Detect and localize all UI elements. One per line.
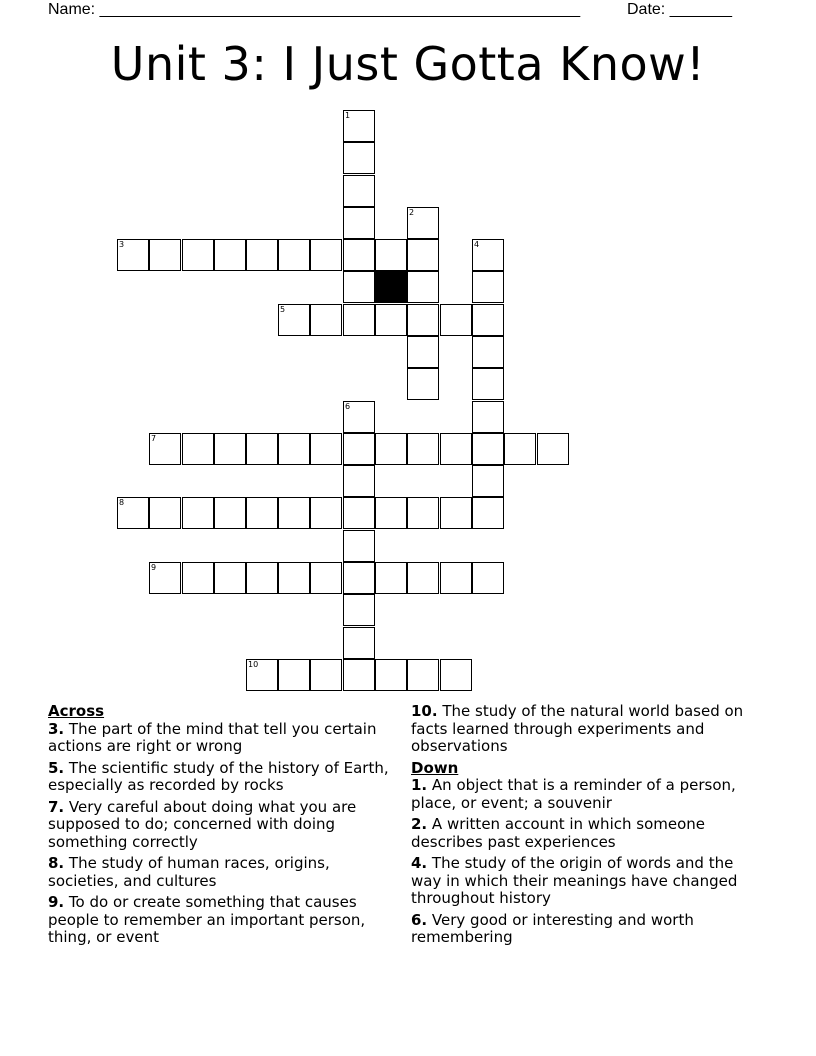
- crossword-cell[interactable]: [407, 433, 439, 465]
- clue-number: 9: [151, 563, 157, 572]
- across-heading: Across: [48, 702, 105, 720]
- crossword-cell-3[interactable]: [117, 239, 149, 271]
- crossword-cell[interactable]: [375, 497, 407, 529]
- crossword-cell[interactable]: [310, 659, 342, 691]
- crossword-cell[interactable]: [343, 142, 375, 174]
- clue-number: 3: [119, 240, 125, 249]
- crossword-cell[interactable]: [343, 304, 375, 336]
- crossword-cell[interactable]: [310, 433, 342, 465]
- crossword-cell[interactable]: [407, 239, 439, 271]
- crossword-cell-2[interactable]: [407, 207, 439, 239]
- crossword-cell[interactable]: [182, 562, 214, 594]
- crossword-cell[interactable]: [343, 239, 375, 271]
- crossword-cell[interactable]: [343, 175, 375, 207]
- down-clue-1: 1. An object that is a reminder of a person, place, or event; a souvenir: [411, 776, 736, 812]
- crossword-cell[interactable]: [343, 433, 375, 465]
- crossword-cell[interactable]: [343, 497, 375, 529]
- crossword-cell[interactable]: [472, 401, 504, 433]
- across-clue-10: 10. The study of the natural world based on facts learned through experiments and observations: [411, 702, 744, 755]
- crossword-cell[interactable]: [278, 433, 310, 465]
- crossword-cell[interactable]: [214, 497, 246, 529]
- crossword-cell[interactable]: [440, 304, 472, 336]
- clue-number: 7: [151, 434, 157, 443]
- crossword-black-cell: [375, 271, 407, 303]
- crossword-cell[interactable]: [343, 627, 375, 659]
- crossword-cell[interactable]: [407, 336, 439, 368]
- down-heading: Down: [411, 758, 459, 777]
- crossword-cell[interactable]: [278, 497, 310, 529]
- crossword-cell[interactable]: [310, 239, 342, 271]
- crossword-cell[interactable]: [472, 304, 504, 336]
- crossword-cell[interactable]: [310, 304, 342, 336]
- crossword-cell[interactable]: [407, 271, 439, 303]
- crossword-cell[interactable]: [214, 239, 246, 271]
- across-clue-9: 9. To do or create something that causes people to remember an important person, thing, or event: [48, 893, 366, 946]
- crossword-cell[interactable]: [440, 433, 472, 465]
- crossword-cell[interactable]: [343, 562, 375, 594]
- crossword-cell-7[interactable]: [149, 433, 181, 465]
- crossword-cell[interactable]: [246, 497, 278, 529]
- name-field-label: Name: ______________________________________________________: [48, 1, 581, 18]
- crossword-cell[interactable]: [182, 433, 214, 465]
- crossword-cell[interactable]: [343, 465, 375, 497]
- clue-number: 2: [409, 208, 415, 217]
- crossword-cell[interactable]: [440, 497, 472, 529]
- crossword-cell[interactable]: [472, 497, 504, 529]
- clues-column-left: [48, 703, 393, 951]
- crossword-cell[interactable]: [343, 594, 375, 626]
- crossword-cell[interactable]: [472, 271, 504, 303]
- crossword-cell-5[interactable]: [278, 304, 310, 336]
- down-clue-4: 4. The study of the origin of words and the way in which their meanings have changed throughout history: [411, 854, 738, 907]
- crossword-cell[interactable]: [472, 368, 504, 400]
- crossword-cell[interactable]: [407, 497, 439, 529]
- across-clue-8: 8. The study of human races, origins, societies, and cultures: [48, 854, 330, 890]
- page-title: Unit 3: I Just Gotta Know!: [110, 37, 706, 91]
- across-clue-5: 5. The scientific study of the history of Earth, especially as recorded by rocks: [48, 758, 389, 794]
- crossword-cell-1[interactable]: [343, 110, 375, 142]
- crossword-cell[interactable]: [278, 562, 310, 594]
- crossword-cell[interactable]: [343, 659, 375, 691]
- crossword-cell[interactable]: [440, 562, 472, 594]
- crossword-cell[interactable]: [472, 465, 504, 497]
- crossword-cell[interactable]: [278, 239, 310, 271]
- crossword-cell[interactable]: [246, 562, 278, 594]
- crossword-cell[interactable]: [149, 239, 181, 271]
- crossword-cell[interactable]: [472, 336, 504, 368]
- crossword-cell[interactable]: [375, 562, 407, 594]
- crossword-cell[interactable]: [407, 368, 439, 400]
- crossword-cell-10[interactable]: [246, 659, 278, 691]
- crossword-cell[interactable]: [375, 239, 407, 271]
- crossword-cell-9[interactable]: [149, 562, 181, 594]
- down-clue-2: 2. A written account in which someone describes past experiences: [411, 815, 705, 851]
- crossword-cell[interactable]: [407, 659, 439, 691]
- crossword-cell[interactable]: [246, 239, 278, 271]
- clues-column-right: [411, 703, 761, 951]
- crossword-cell[interactable]: [375, 433, 407, 465]
- crossword-cell[interactable]: [343, 271, 375, 303]
- crossword-cell[interactable]: [440, 659, 472, 691]
- crossword-cell[interactable]: [278, 659, 310, 691]
- crossword-cell[interactable]: [343, 207, 375, 239]
- crossword-cell[interactable]: [407, 562, 439, 594]
- crossword-cell[interactable]: [472, 433, 504, 465]
- crossword-cell[interactable]: [375, 659, 407, 691]
- crossword-cell[interactable]: [214, 562, 246, 594]
- crossword-cell-8[interactable]: [117, 497, 149, 529]
- crossword-cell[interactable]: [537, 433, 569, 465]
- clue-number: 5: [280, 305, 286, 314]
- across-clue-7: 7. Very careful about doing what you are supposed to do; concerned with doing something correctly: [48, 797, 357, 851]
- crossword-cell[interactable]: [343, 530, 375, 562]
- crossword-cell[interactable]: [182, 497, 214, 529]
- crossword-cell[interactable]: [214, 433, 246, 465]
- crossword-cell[interactable]: [310, 497, 342, 529]
- clue-number: 4: [474, 240, 480, 249]
- down-clue-6: 6. Very good or interesting and worth remembering: [411, 910, 694, 946]
- crossword-cell[interactable]: [310, 562, 342, 594]
- crossword-cell[interactable]: [472, 562, 504, 594]
- crossword-cell[interactable]: [407, 304, 439, 336]
- across-clue-3: 3. The part of the mind that tell you certain actions are right or wrong: [48, 719, 377, 755]
- clue-number: 8: [119, 498, 125, 507]
- clue-number: 1: [345, 111, 351, 120]
- clue-number: 6: [345, 402, 351, 411]
- crossword-cell[interactable]: [149, 497, 181, 529]
- crossword-cell-4[interactable]: [472, 239, 504, 271]
- clue-number: 10: [248, 660, 259, 669]
- crossword-cell-6[interactable]: [343, 401, 375, 433]
- date-field-label: Date: _______: [627, 1, 732, 18]
- crossword-cell[interactable]: [246, 433, 278, 465]
- crossword-cell[interactable]: [504, 433, 536, 465]
- crossword-cell[interactable]: [375, 304, 407, 336]
- crossword-cell[interactable]: [182, 239, 214, 271]
